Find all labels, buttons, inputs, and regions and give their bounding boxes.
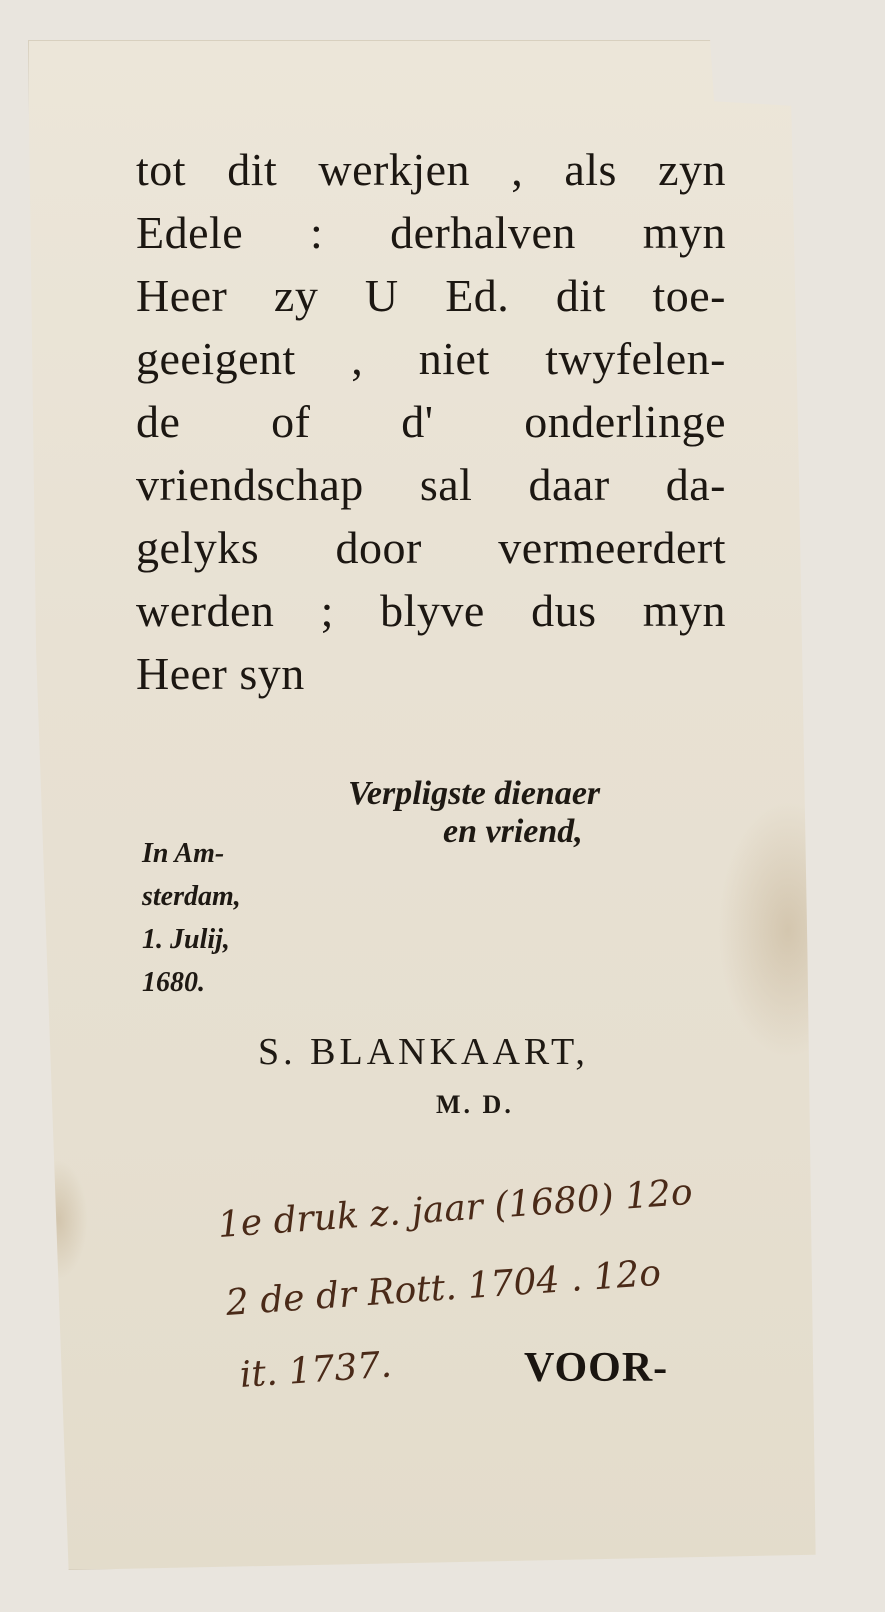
- closing-salutation: [348, 775, 600, 851]
- place-line: sterdam,: [142, 881, 241, 912]
- text-line: Heer syn: [136, 648, 305, 699]
- text-line: de of d' onderlinge: [136, 396, 726, 447]
- date-line: 1. Julij,: [142, 924, 230, 955]
- author-name: S. BLANKAART,: [258, 1031, 589, 1073]
- year-line: 1680.: [142, 967, 205, 998]
- text-line: Edele : derhalven myn: [136, 207, 726, 258]
- text-line: Heer zy U Ed. dit toe-: [136, 270, 726, 321]
- closing-line-2: en vriend,: [443, 813, 583, 850]
- closing-line-1: Verpligste dienaer: [348, 775, 601, 812]
- author-degree: M. D.: [436, 1090, 514, 1119]
- paper-stain: [28, 1160, 88, 1280]
- paper-stain: [718, 800, 858, 1060]
- handwritten-note: it. 1737.: [238, 1344, 393, 1396]
- text-line: geeigent , niet twyfelen-: [136, 333, 726, 384]
- place-and-date: [142, 832, 241, 1004]
- text-line: gelyks door vermeerdert: [136, 522, 726, 573]
- catchword: VOOR-: [524, 1345, 669, 1391]
- text-line: tot dit werkjen , als zyn: [136, 144, 726, 195]
- text-line: vriendschap sal daar da-: [136, 459, 726, 510]
- handwritten-note: 2 de dr Rott. 1704 . 12o: [224, 1252, 663, 1324]
- text-line: werden ; blyve dus myn: [136, 585, 726, 636]
- place-line: In Am-: [142, 838, 225, 869]
- handwritten-note: 1e druk z. jaar (1680) 12o: [216, 1171, 694, 1246]
- body-text: [136, 138, 726, 705]
